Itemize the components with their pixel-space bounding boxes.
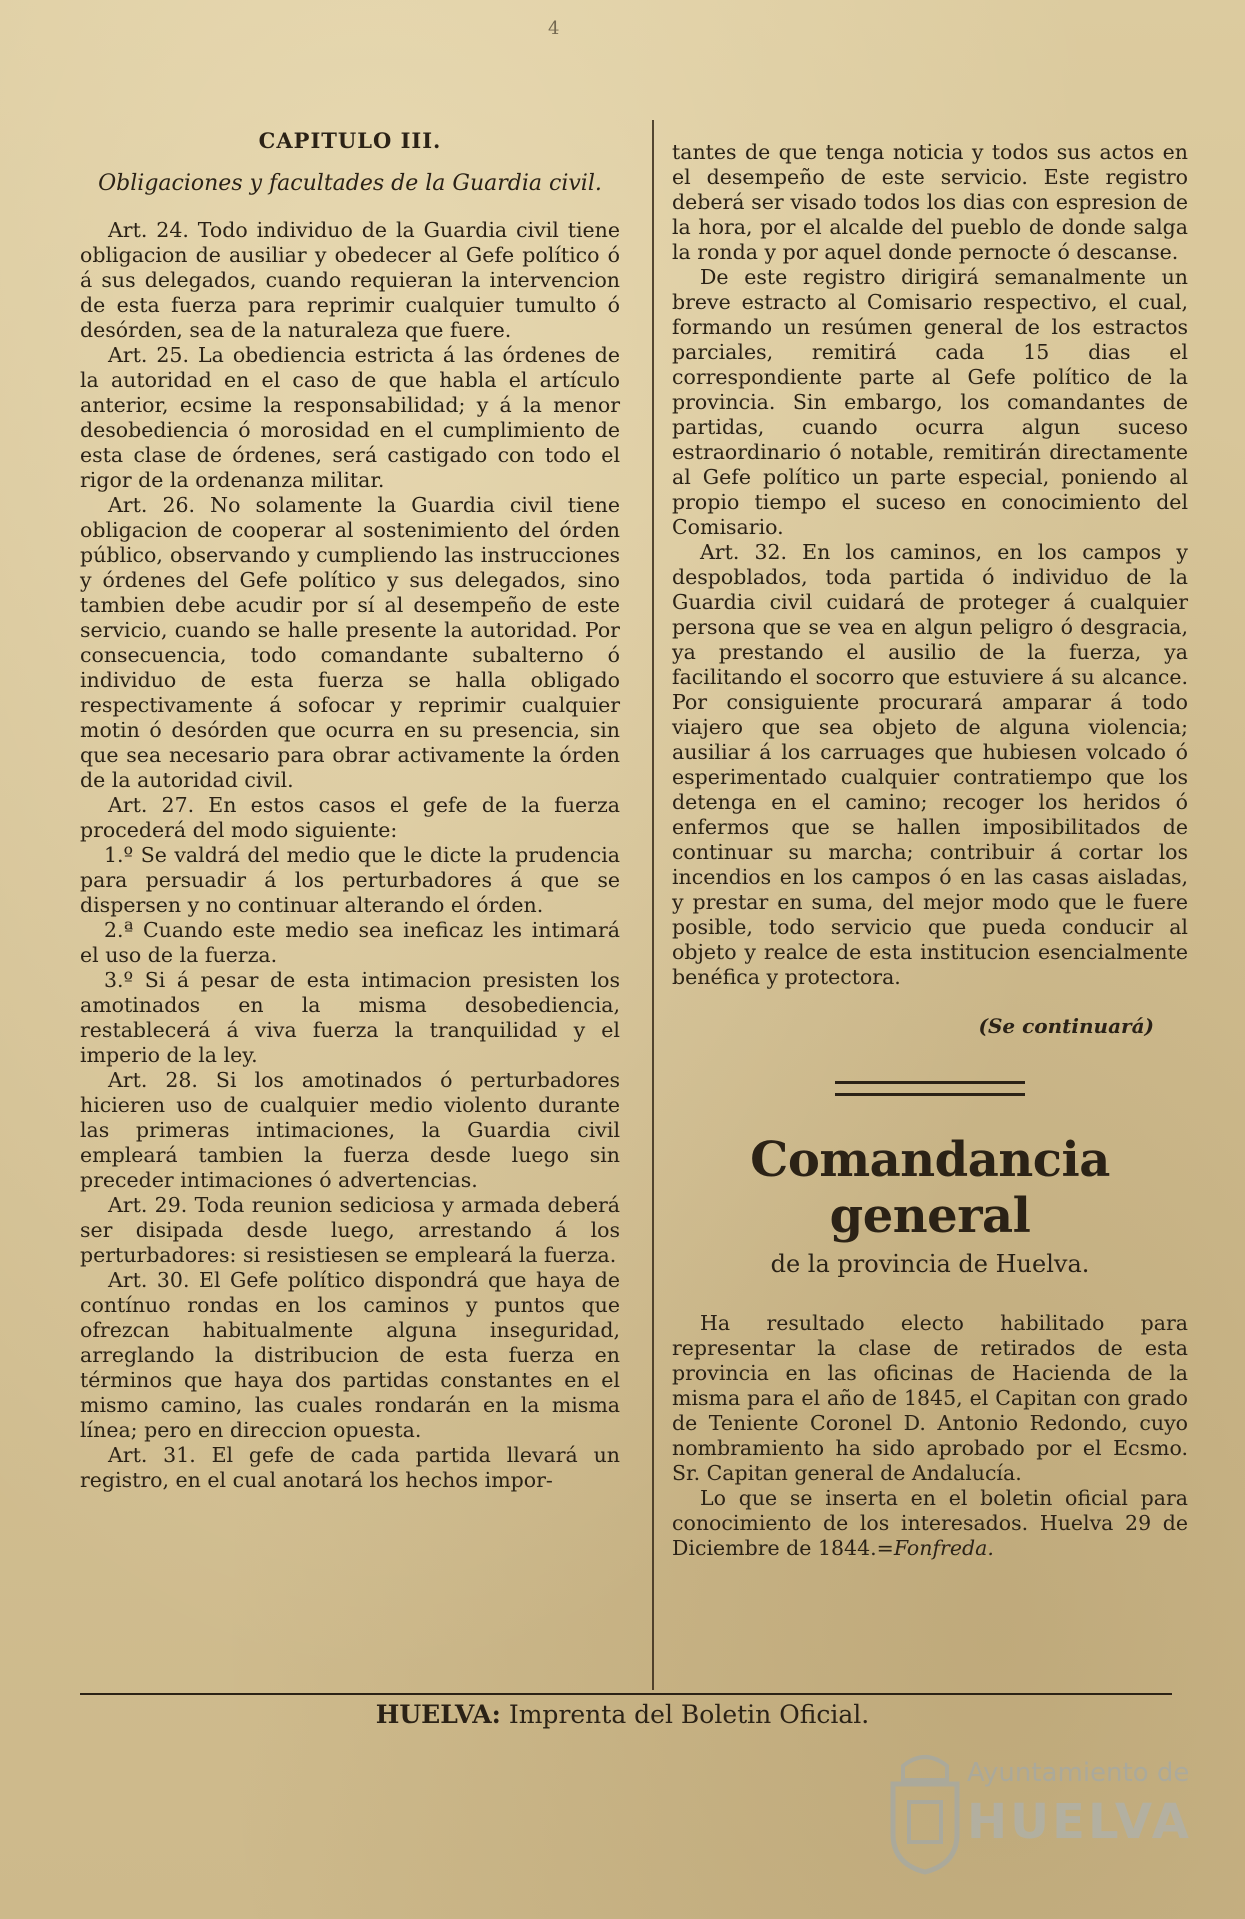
imprint-footer [0,1700,1245,1729]
coat-of-arms-icon [875,1746,975,1876]
imprint-place: HUELVA: [375,1700,501,1729]
footer-rule [80,1693,1172,1695]
procedure-item: 1.º Se valdrá del medio que le dicte la prudencia para persuadir á los perturbadores á que se dispersen y no continuar alterando el órden. [80,843,620,917]
article-paragraph: Art. 26. No solamente la Guardia civil tiene obligacion de cooperar al sostenimiento del órden público, observando y cumpliendo las instrucciones y órdenes del Gefe político y sus delegados, sino tambien debe acudir por sí al desempeño de este servicio, cuando se halle presente la autoridad. Por consecuencia, todo comandante subalterno ó individuo de esta fuerza se halla obligado respectivamente á sofocar y reprimir cualquier motin ó desórden que ocurra en su presencia, sin que sea necesario para obrar activamente la órden de la autoridad civil. [80,493,620,792]
article-paragraph: Art. 30. El Gefe político dispondrá que haya de contínuo rondas en los caminos y puntos que ofrezcan habitualmente alguna inseguridad, arreglando la distribucion de esta fuerza en términos que haya dos partidas constantes en el mismo camino, las cuales rondarán en la misma línea; pero en direccion opuesta. [80,1268,620,1442]
notice-heading: Comandancia general [750,1132,1110,1244]
article-paragraph: De este registro dirigirá semanalmente un breve estracto al Comisario respectivo, el cual, formando un resúmen general de los estractos parciales, remitirá cada 15 dias el correspondiente parte al Gefe político de la provincia. Sin embargo, los comandantes de partidas, cuando ocurra algun suceso estraordinario ó notable, remitirán directamente al Gefe político un parte especial, poniendo al propio tiempo el suceso en conocimiento del Comisario. [672,265,1188,539]
procedure-list [80,843,620,1068]
closing-text: Lo que se inserta en el boletin oficial para conocimiento de los interesados. Huelva 29 de Diciembre de 1844.= [672,1486,1188,1560]
article-paragraph: Art. 29. Toda reunion sediciosa y armada deberá ser disipada desde luego, arrestando á los perturbadores: si resistiesen se empleará la fuerza. [80,1193,620,1267]
continued-note: (Se continuará) [978,1014,1154,1038]
chapter-title: CAPITULO III. [258,128,442,153]
notice-paragraph: Ha resultado electo habilitado para representar la clase de retirados de esta provincia en las oficinas de Hacienda de la misma para el año de 1845, el Capitan con grado de Teniente Coronel D. Antonio Redondo, cuyo nombramiento ha sido aprobado por el Ecsmo. Sr. Capitan general de Andalucía. [672,1311,1188,1485]
section-title: Obligaciones y facultades de la Guardia civil. [98,171,602,196]
procedure-item: 2.ª Cuando este medio sea ineficaz les intimará el uso de la fuerza. [80,918,620,967]
double-rule-divider [835,1081,1025,1096]
notice-subheading: de la provincia de Huelva. [770,1250,1090,1278]
article-paragraph: Art. 31. El gefe de cada partida llevará un registro, en el cual anotará los hechos impor- [80,1443,620,1492]
article-paragraph: Art. 25. La obediencia estricta á las órdenes de la autoridad en el caso de que habla el artículo anterior, ecsime la responsabilidad; y á la menor desobediencia ó morosidad en el cumplimiento de esta clase de órdenes, será castigado con todo el rigor de la ordenanza militar. [80,343,620,492]
article-paragraph: Art. 24. Todo individuo de la Guardia civil tiene obligacion de ausiliar y obedecer al Gefe político ó á sus delegados, cuando requieran la intervencion de esta fuerza para reprimir cualquier tumulto ó desórden, sea de la naturaleza que fuere. [80,218,620,342]
signature: Fonfreda. [893,1536,994,1560]
watermark-line-1: Ayuntamiento de [967,1758,1190,1788]
article-paragraph: Art. 27. En estos casos el gefe de la fuerza procederá del modo siguiente: [80,793,620,842]
city-watermark [875,1746,1192,1896]
left-column [80,118,620,1493]
article-paragraph: Art. 32. En los caminos, en los campos y despoblados, toda partida ó individuo de la Guardia civil cuidará de proteger á cualquier persona que se vea en algun peligro ó desgracia, ya prestando el ausilio de la fuerza, ya facilitando el socorro que estuviere á su alcance. Por consiguiente procurará amparar á todo viajero que sea objeto de alguna violencia; ausiliar á los carruages que hubiesen volcado ó esperimentado cualquier contratiempo que los detenga en el camino; recoger los heridos ó enfermos que se hallen imposibilitados de continuar su marcha; contribuir á cortar los incendios en los campos ó en las casas aisladas, y prestar en suma, del mejor modo que le fuere posible, todo servicio que pueda conducir al objeto y realce de esta institucion esencialmente benéfica y protectora. [672,540,1188,989]
watermark-line-2: HUELVA [967,1794,1192,1850]
notice-closing [672,1486,1188,1561]
article-continuation: tantes de que tenga noticia y todos sus actos en el desempeño de este servicio. Este registro deberá ser visado todos los dias con espresion de la hora, por el alcalde del pueblo de donde salga la ronda y por aquel donde pernocte ó descanse. [672,140,1188,264]
article-paragraph: Art. 28. Si los amotinados ó perturbadores hicieren uso de cualquier medio violento durante las primeras intimaciones, la Guardia civil empleará tambien la fuerza desde luego sin preceder intimaciones ó advertencias. [80,1068,620,1192]
procedure-item: 3.º Si á pesar de esta intimacion presisten los amotinados en la misma desobediencia, restablecerá á viva fuerza la tranquilidad y el imperio de la ley. [80,968,620,1067]
right-column [672,140,1188,1561]
page-number: 4 [548,18,560,39]
imprint-text: Imprenta del Boletin Oficial. [500,1700,870,1729]
column-divider [652,120,654,1690]
